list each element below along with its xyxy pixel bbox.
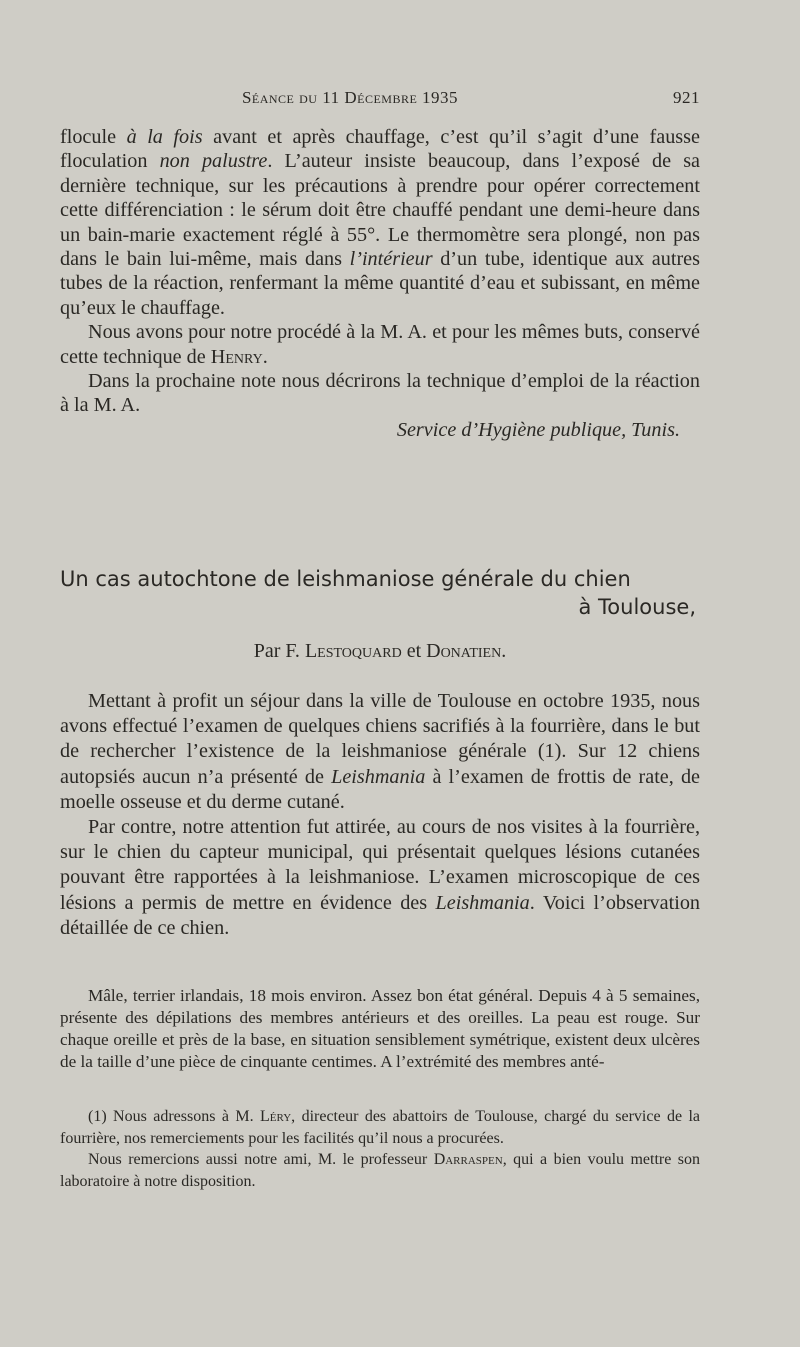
text-run: d’un tube, identique aux autres tubes de la réaction, renfermant la même quantité d’eau et subissant, en même qu’eux le chauffage. [60, 248, 700, 319]
person-name: Léry [260, 1108, 292, 1125]
text-run: . [262, 345, 268, 368]
text-run: Nous remercions aussi notre ami, M. le professeur [88, 1151, 434, 1168]
text-run: à l’examen de frottis de rate, de moelle osseuse et du derme cutané. [60, 765, 700, 813]
paragraph-continued [60, 125, 700, 320]
text-run: , directeur des abattoirs de Toulouse, chargé du service de la fourrière, nos remerciements pour les facilités qu’il nous a procurées. [60, 1108, 701, 1147]
page-number: 921 [673, 88, 700, 107]
title-line-1: Un cas autochtone de leishmaniose générale du chien [60, 567, 631, 591]
paragraph-observation: Mâle, terrier irlandais, 18 mois environ. Assez bon état général. Depuis 4 à 5 semaines, présente des dépilations des membres antérieurs et des oreilles. La peau est rouge. Sur chaque oreille et près de la base, en situation sensiblement symétrique, existent deux ulcères de la taille d’une pièce de cinquante centimes. A l’extrémité des membres anté- [60, 986, 700, 1071]
paragraph-observation-intro [60, 815, 700, 941]
title-line-2: à Toulouse, [578, 595, 696, 619]
author-name: Henry [210, 345, 263, 368]
text-run: flocule [60, 126, 127, 148]
text-run: . [501, 640, 507, 662]
author-name: Donatien [426, 640, 502, 662]
article-body [60, 689, 700, 941]
footnote-1 [60, 1106, 700, 1149]
running-header [60, 88, 700, 114]
text-run: Mettant à profit un séjour dans la ville de Toulouse en octobre 1935, nous avons effectué l’examen de quelques chiens sacrifiés à la fourrière, dans le but de rechercher l’existence de la leishmaniose générale (1). Sur 12 chiens autopsiés aucun n’a présenté de [60, 690, 700, 788]
author-name: Lestoquard [304, 640, 402, 662]
running-title: Séance du 11 Décembre 1935 [241, 88, 459, 107]
italic-run: Leishmania [435, 891, 530, 914]
text-run: avant et après chauffage, c’est qu’il s’agit d’une fausse floculation [60, 126, 700, 173]
italic-run: Leishmania [331, 765, 426, 788]
text-run: . L’auteur insiste beaucoup, dans l’exposé de sa dernière technique, sur les précautions à prendre pour opérer correctement cette différenciation : le sérum doit être chauffé pendant une demi-heure dans un bain-marie exactement réglé à 55°. Le thermomètre sera plongé, non pas dans le bain lui-même, mais dans [60, 150, 701, 271]
observation-block [60, 985, 700, 1073]
text-run: et [401, 640, 427, 662]
text-run: (1) Nous adressons à M. [88, 1108, 260, 1125]
text-run: Par F. [253, 640, 305, 662]
footnote-2 [60, 1149, 700, 1192]
paragraph-intro [60, 689, 700, 815]
article-title [60, 565, 700, 621]
text-run: Nous avons pour notre procédé à la M. A. et pour les mêmes buts, conservé cette technique de [60, 321, 700, 368]
text-run: Par contre, notre attention fut attirée, au cours de nos visites à la fourrière, sur le chien du capteur municipal, qui présentait quelques lésions cutanées pouvant être rapportées à la leishmaniose. L’examen microscopique de ces lésions a permis de mettre en évidence des [60, 816, 700, 914]
person-name: Darraspen [433, 1151, 503, 1168]
text-run: . Voici l’observation détaillée de ce chien. [60, 891, 701, 939]
italic-run: à la fois [126, 126, 203, 148]
paragraph-technique [60, 320, 700, 369]
italic-run: l’intérieur [349, 248, 433, 271]
signature: Service d’Hygiène publique, Tunis. [396, 418, 680, 441]
text-run: , qui a bien voulu mettre son laboratoire à notre disposition. [60, 1151, 700, 1190]
article-authors [60, 640, 700, 663]
footnotes [60, 1106, 700, 1192]
paragraph-next-note: Dans la prochaine note nous décrirons la technique d’emploi de la réaction à la M. A. [60, 370, 700, 417]
continued-text [60, 125, 700, 442]
italic-run: non palustre [159, 150, 268, 173]
